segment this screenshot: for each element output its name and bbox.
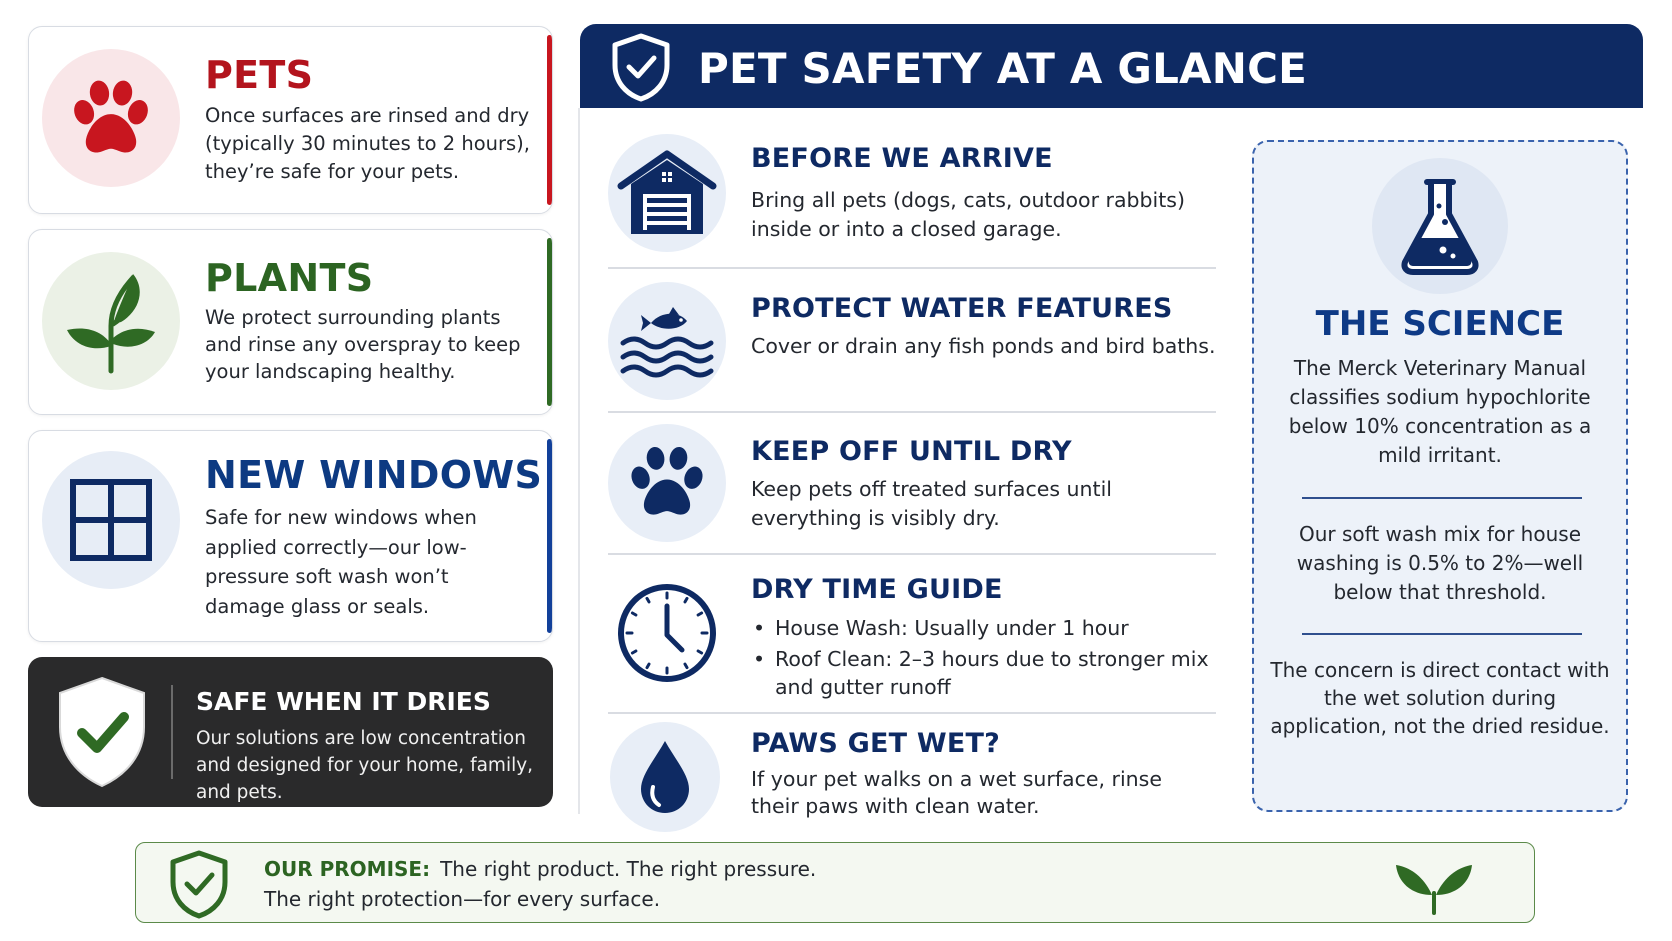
protect-water-features-row: [608, 270, 1216, 412]
dry-time-guide-title: DRY TIME GUIDE: [751, 574, 1003, 605]
flask-icon: [1372, 158, 1508, 294]
before-we-arrive-text: Bring all pets (dogs, cats, outdoor rabbits) inside or into a closed garage.: [751, 188, 1185, 241]
clock-icon: [608, 574, 726, 692]
windows-title: NEW WINDOWS: [205, 453, 543, 497]
promise-bar: [135, 842, 1535, 923]
dry-time-guide-row: [608, 554, 1216, 714]
windows-card: [28, 430, 553, 642]
list-item: • Roof Clean: 2–3 hours due to stronger mix and gutter runoff: [751, 645, 1216, 701]
page-title: PET SAFETY AT A GLANCE: [698, 44, 1308, 93]
dry-time-list: [751, 614, 1216, 704]
safe-when-dries-text: Our solutions are low concentration and designed for your home, family, and pets.: [196, 728, 534, 803]
promise-label: OUR PROMISE:: [264, 857, 431, 881]
windows-text: Safe for new windows when applied correctly—our low-pressure soft wash won’t damage glass or seals.: [205, 506, 477, 618]
sprout-icon: [42, 252, 180, 390]
promise-line-1: [264, 857, 816, 881]
water-drop-icon: [610, 722, 720, 832]
science-divider: [1302, 497, 1582, 499]
paws-get-wet-text: If your pet walks on a wet surface, rinse their paws with clean water.: [751, 767, 1162, 818]
paws-get-wet-title: PAWS GET WET?: [751, 728, 1000, 759]
shield-check-icon: [610, 32, 672, 106]
science-panel: [1252, 140, 1628, 812]
paws-get-wet-row: [608, 714, 1216, 824]
before-we-arrive-title: BEFORE WE ARRIVE: [751, 143, 1053, 174]
leaf-icon: [1394, 853, 1474, 919]
protect-water-features-title: PROTECT WATER FEATURES: [751, 293, 1173, 324]
fish-water-icon: [608, 282, 726, 400]
list-item: • House Wash: Usually under 1 hour: [751, 614, 1216, 642]
protect-water-features-text: Cover or drain any fish ponds and bird baths.: [751, 334, 1216, 358]
garage-icon: [608, 134, 726, 252]
shield-check-icon: [56, 675, 148, 793]
pets-text: Once surfaces are rinsed and dry (typically 30 minutes to 2 hours), they’re safe for your pets.: [205, 104, 530, 183]
safe-when-dries-title: SAFE WHEN IT DRIES: [196, 687, 491, 716]
pets-card: [28, 26, 553, 214]
plants-title: PLANTS: [205, 256, 374, 300]
pets-accent-bar: [547, 35, 552, 205]
keep-off-until-dry-row: [608, 412, 1216, 554]
page-header: [580, 24, 1643, 108]
promise-text-1: The right product. The right pressure.: [440, 857, 817, 881]
safe-when-dries-card: [28, 657, 553, 807]
shield-check-icon: [168, 849, 230, 923]
keep-off-until-dry-text: Keep pets off treated surfaces until everything is visibly dry.: [751, 477, 1112, 530]
science-divider: [1302, 633, 1582, 635]
keep-off-until-dry-title: KEEP OFF UNTIL DRY: [751, 436, 1072, 467]
windows-accent-bar: [547, 439, 552, 633]
promise-line-2: The right protection—for every surface.: [264, 887, 661, 911]
science-paragraph-1: The Merck Veterinary Manual classifies sodium hypochlorite below 10% concentration as a mild irritant.: [1288, 356, 1592, 467]
science-paragraph-2: Our soft wash mix for house washing is 0.5% to 2%—well below that threshold.: [1296, 522, 1584, 604]
column-divider: [578, 108, 580, 814]
science-title: THE SCIENCE: [1315, 304, 1565, 344]
pets-title: PETS: [205, 53, 314, 97]
plants-text: We protect surrounding plants and rinse any overspray to keep your landscaping healthy.: [205, 306, 521, 383]
science-paragraph-3: The concern is direct contact with the wet solution during application, not the dried residue.: [1270, 658, 1610, 738]
paw-icon: [42, 49, 180, 187]
divider: [171, 685, 173, 779]
window-icon: [42, 451, 180, 589]
row-separator: [608, 267, 1216, 269]
plants-accent-bar: [547, 238, 552, 406]
plants-card: [28, 229, 553, 415]
before-we-arrive-row: [608, 130, 1216, 270]
paw-icon: [608, 424, 726, 542]
